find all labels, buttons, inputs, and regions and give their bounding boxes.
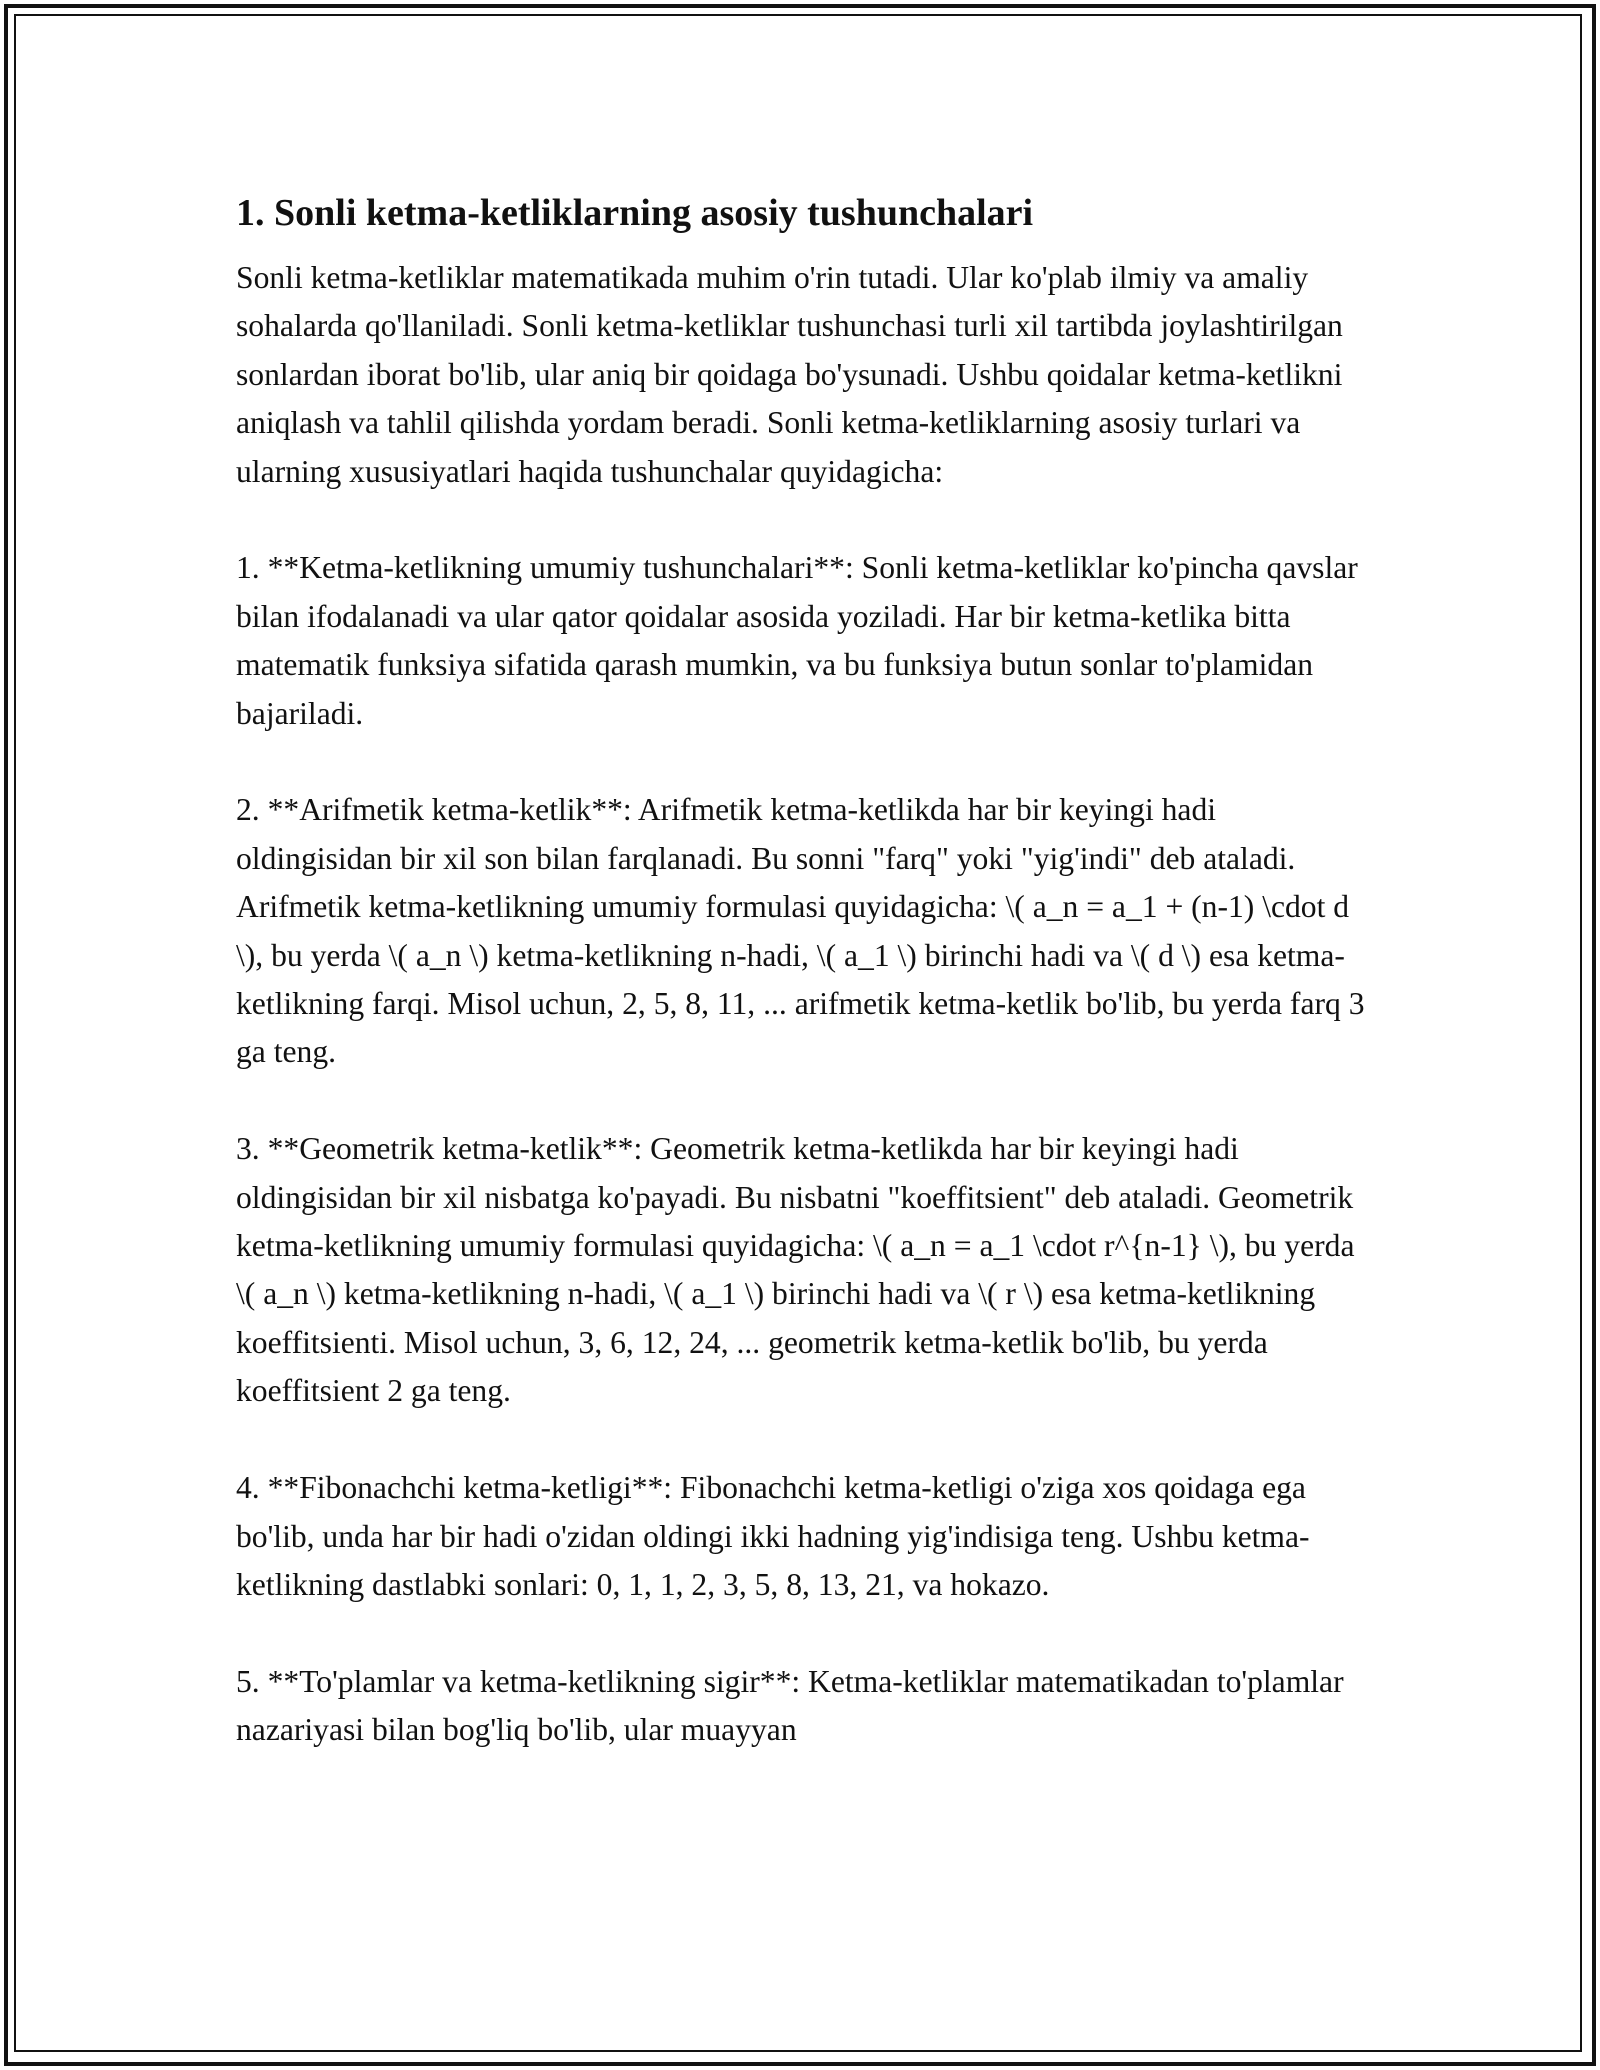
intro-paragraph: Sonli ketma-ketliklar matematikada muhim o'rin tutadi. Ular ko'plab ilmiy va amaliy sohalarda qo'llaniladi. Sonli ketma-ketliklar tushunchasi turli xil tartibda joylashtirilgan sonlardan iborat bo'lib, ular aniq bir qoidaga bo'ysunadi. Ushbu qoidalar ketma-ketlikni aniqlash va tahlil qilishda yordam beradi. Sonli ketma-ketliklarning asosiy turlari va ularning xususiyatlari haqida tushunchalar quyidagicha:: [236, 260, 1343, 489]
paragraph-arithmetic-sequence: 2. **Arifmetik ketma-ketlik**: Arifmetik ketma-ketlikda har bir keyingi hadi oldingisidan bir xil son bilan farqlanadi. Bu sonni "farq" yoki "yig'indi" deb ataladi. Arifmetik ketma-ketlikning umumiy formulasi quyidagicha: \( a_n = a_1 + (n-1) \cdot d \), bu yerda \( a_n \) ketma-ketlikning n-hadi, \( a_1 \) birinchi hadi va \( d \) esa ketma-ketlikning farqi. Misol uchun, 2, 5, 8, 11, ... arifmetik ketma-ketlik bo'lib, bu yerda farq 3 ga teng.: [236, 792, 1365, 1070]
paragraph-fibonacci-sequence: 4. **Fibonachchi ketma-ketligi**: Fibonachchi ketma-ketligi o'ziga xos qoidaga ega bo'lib, unda har bir hadi o'zidan oldingi ikki hadning yig'indisiga teng. Ushbu ketma-ketlikning dastlabki sonlari: 0, 1, 1, 2, 3, 5, 8, 13, 21, va hokazo.: [236, 1470, 1310, 1602]
paragraph-general-concepts: 1. **Ketma-ketlikning umumiy tushunchalari**: Sonli ketma-ketliklar ko'pincha qavslar bilan ifodalanadi va ular qator qoidalar asosida yoziladi. Har bir ketma-ketlika bitta matematik funksiya sifatida qarash mumkin, va bu funksiya butun sonlar to'plamidan bajariladi.: [236, 550, 1358, 731]
paragraph-sets-and-sequences: 5. **To'plamlar va ketma-ketlikning sigir**: Ketma-ketliklar matematikadan to'plamlar nazariyasi bilan bog'liq bo'lib, ular muayyan: [236, 1663, 1344, 1748]
document-body: [236, 184, 1366, 1755]
section-heading: 1. Sonli ketma-ketliklarning asosiy tushunchalari: [236, 192, 1034, 234]
paragraph-geometric-sequence: 3. **Geometrik ketma-ketlik**: Geometrik ketma-ketlikda har bir keyingi hadi oldingisidan bir xil nisbatga ko'payadi. Bu nisbatni "koeffitsient" deb ataladi. Geometrik ketma-ketlikning umumiy formulasi quyidagicha: \( a_n = a_1 \cdot r^{n-1} \), bu yerda \( a_n \) ketma-ketlikning n-hadi, \( a_1 \) birinchi hadi va \( r \) esa ketma-ketlikning koeffitsienti. Misol uchun, 3, 6, 12, 24, ... geometrik ketma-ketlik bo'lib, bu yerda koeffitsient 2 ga teng.: [236, 1131, 1355, 1409]
